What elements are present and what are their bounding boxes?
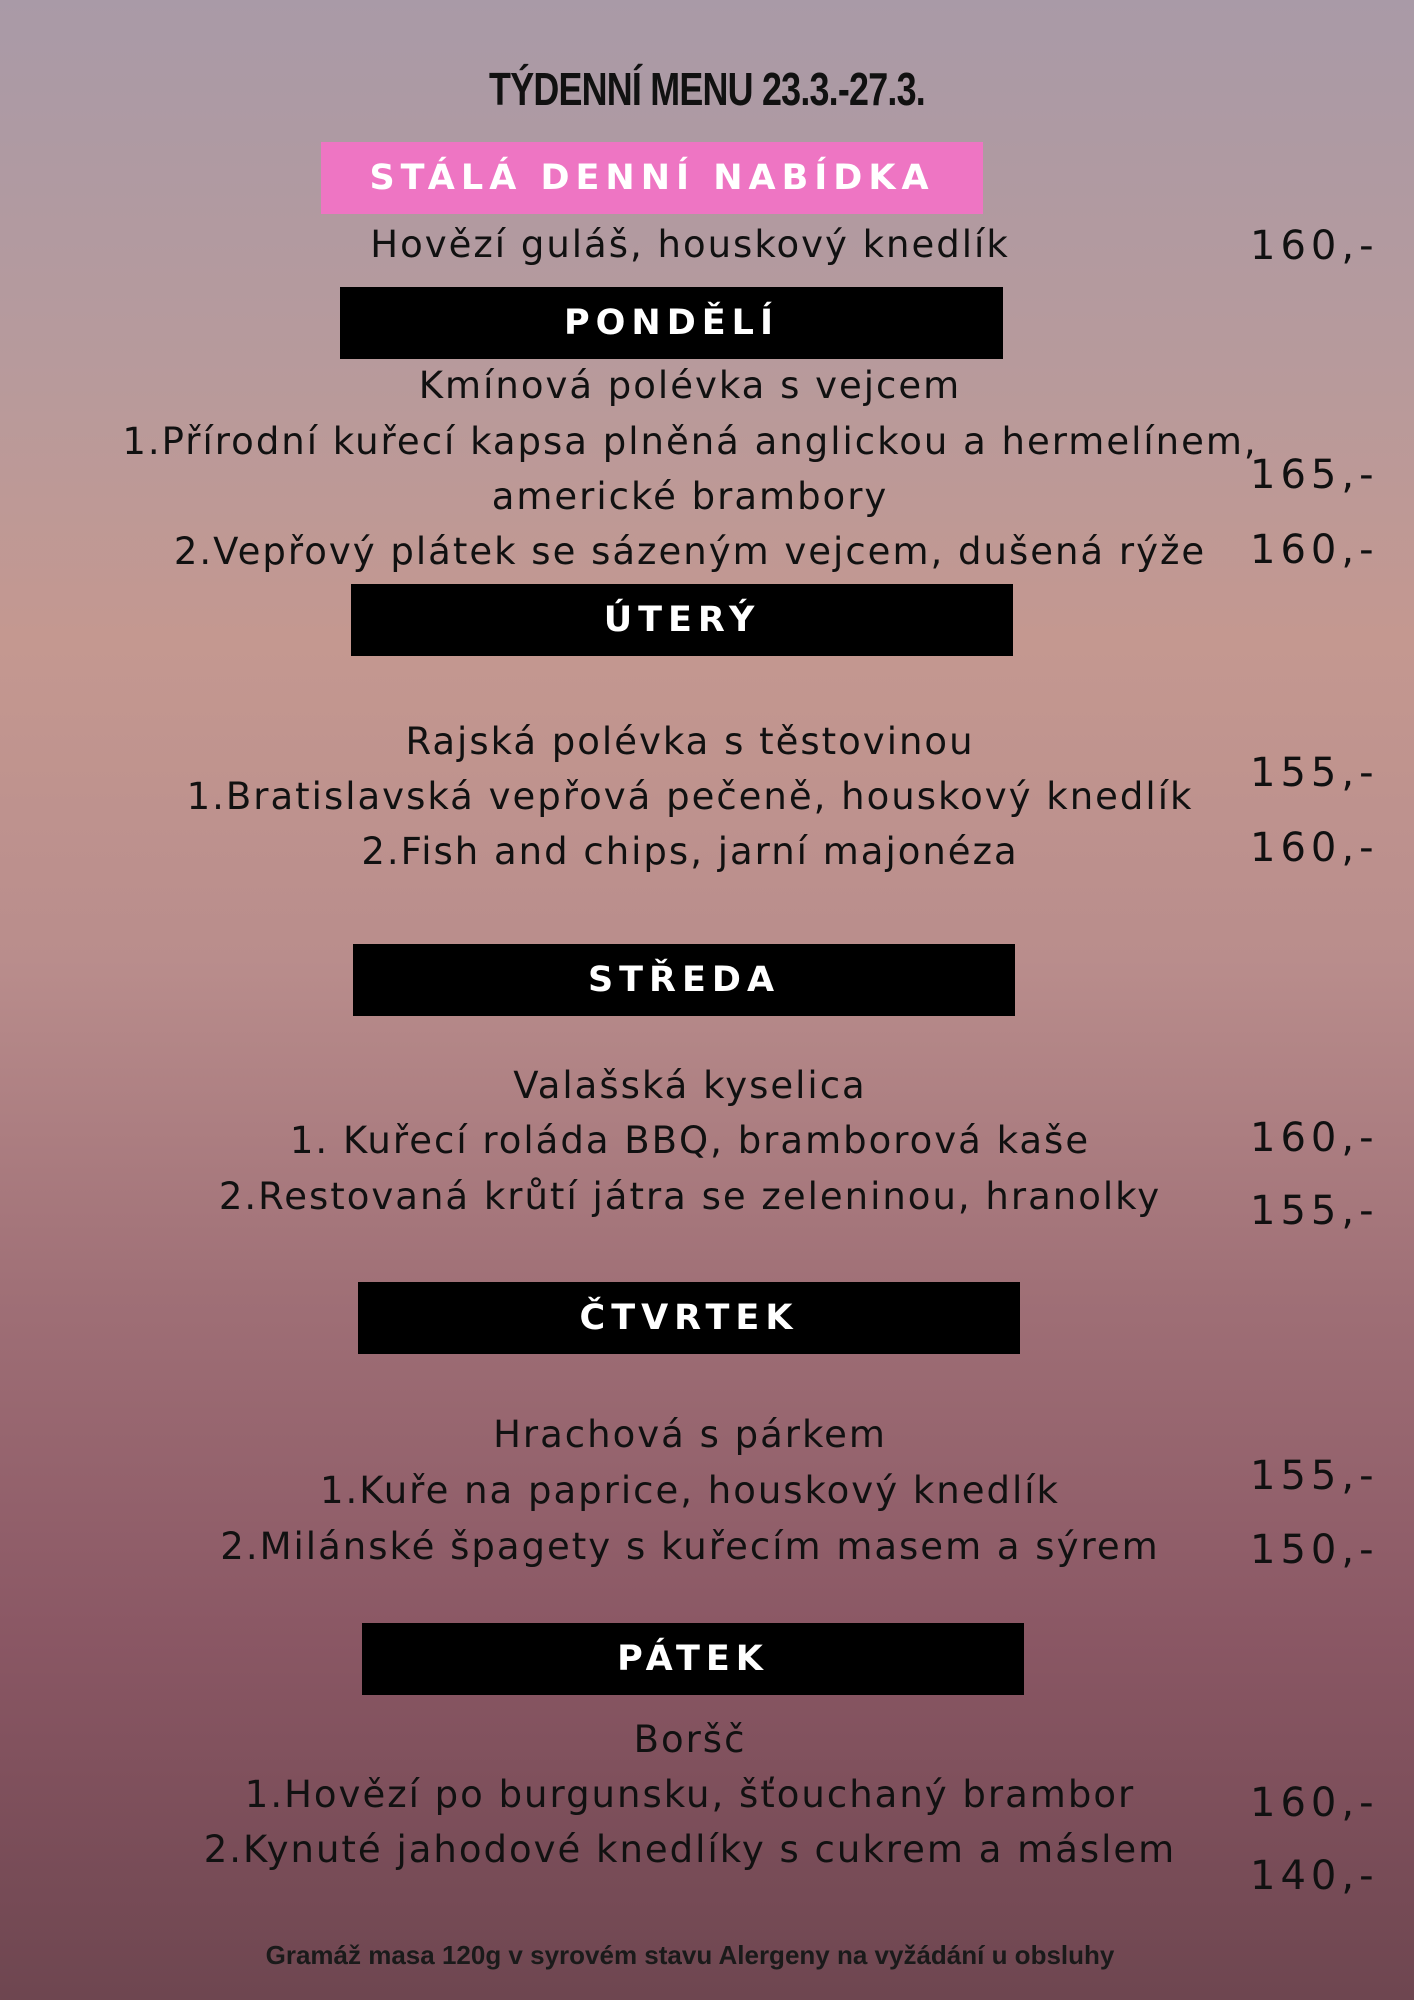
wednesday-banner: STŘEDA [353,944,1015,1016]
friday-soup: Boršč [633,1718,747,1761]
monday-dish1-line1: 1.Přírodní kuřecí kapsa plněná anglickou a hermelínem, [122,420,1258,463]
thursday-dish1: 1.Kuře na paprice, houskový knedlík [320,1469,1060,1512]
friday-dish2: 2.Kynuté jahodové knedlíky s cukrem a máslem [203,1828,1177,1871]
friday-price2: 140,- [1250,1853,1379,1899]
wednesday-dish1: 1. Kuřecí roláda BBQ, bramborová kaše [289,1119,1091,1162]
thursday-soup: Hrachová s párkem [493,1413,887,1456]
thursday-banner: ČTVRTEK [358,1282,1020,1354]
monday-soup: Kmínová polévka s vejcem [418,364,962,407]
thursday-price2: 150,- [1250,1527,1379,1573]
tuesday-dish1: 1.Bratislavská vepřová pečeně, houskový knedlík [186,775,1194,818]
monday-price1: 165,- [1250,452,1379,498]
friday-price1: 160,- [1250,1780,1379,1826]
standing-offer-banner: STÁLÁ DENNÍ NABÍDKA [321,142,983,214]
monday-dish1-line2: americké brambory [491,475,889,518]
wednesday-price2: 155,- [1250,1188,1379,1234]
menu-title: TÝDENNÍ MENU 23.3.-27.3. [489,63,925,115]
thursday-price1: 155,- [1250,1453,1379,1499]
tuesday-price1: 155,- [1250,750,1379,796]
wednesday-soup: Valašská kyselica [513,1064,867,1107]
friday-banner: PÁTEK [362,1623,1024,1695]
friday-dish1: 1.Hovězí po burgunsku, šťouchaný brambor [244,1773,1136,1816]
tuesday-price2: 160,- [1250,825,1379,871]
wednesday-dish2: 2.Restovaná krůtí játra se zeleninou, hranolky [218,1175,1162,1218]
thursday-dish2: 2.Milánské špagety s kuřecím masem a sýrem [220,1525,1160,1568]
monday-dish2: 2.Vepřový plátek se sázeným vejcem, dušená rýže [173,530,1207,573]
wednesday-price1: 160,- [1250,1115,1379,1161]
footer-note: Gramáž masa 120g v syrovém stavu Alergeny na vyžádání u obsluhy [265,1940,1115,1970]
tuesday-banner: ÚTERÝ [351,584,1013,656]
tuesday-soup: Rajská polévka s těstovinou [405,720,975,763]
standing-price: 160,- [1250,223,1379,269]
tuesday-dish2: 2.Fish and chips, jarní majonéza [361,830,1019,873]
standing-dish: Hovězí guláš, houskový knedlík [370,223,1010,266]
monday-banner: PONDĚLÍ [340,287,1003,359]
monday-price2: 160,- [1250,527,1379,573]
